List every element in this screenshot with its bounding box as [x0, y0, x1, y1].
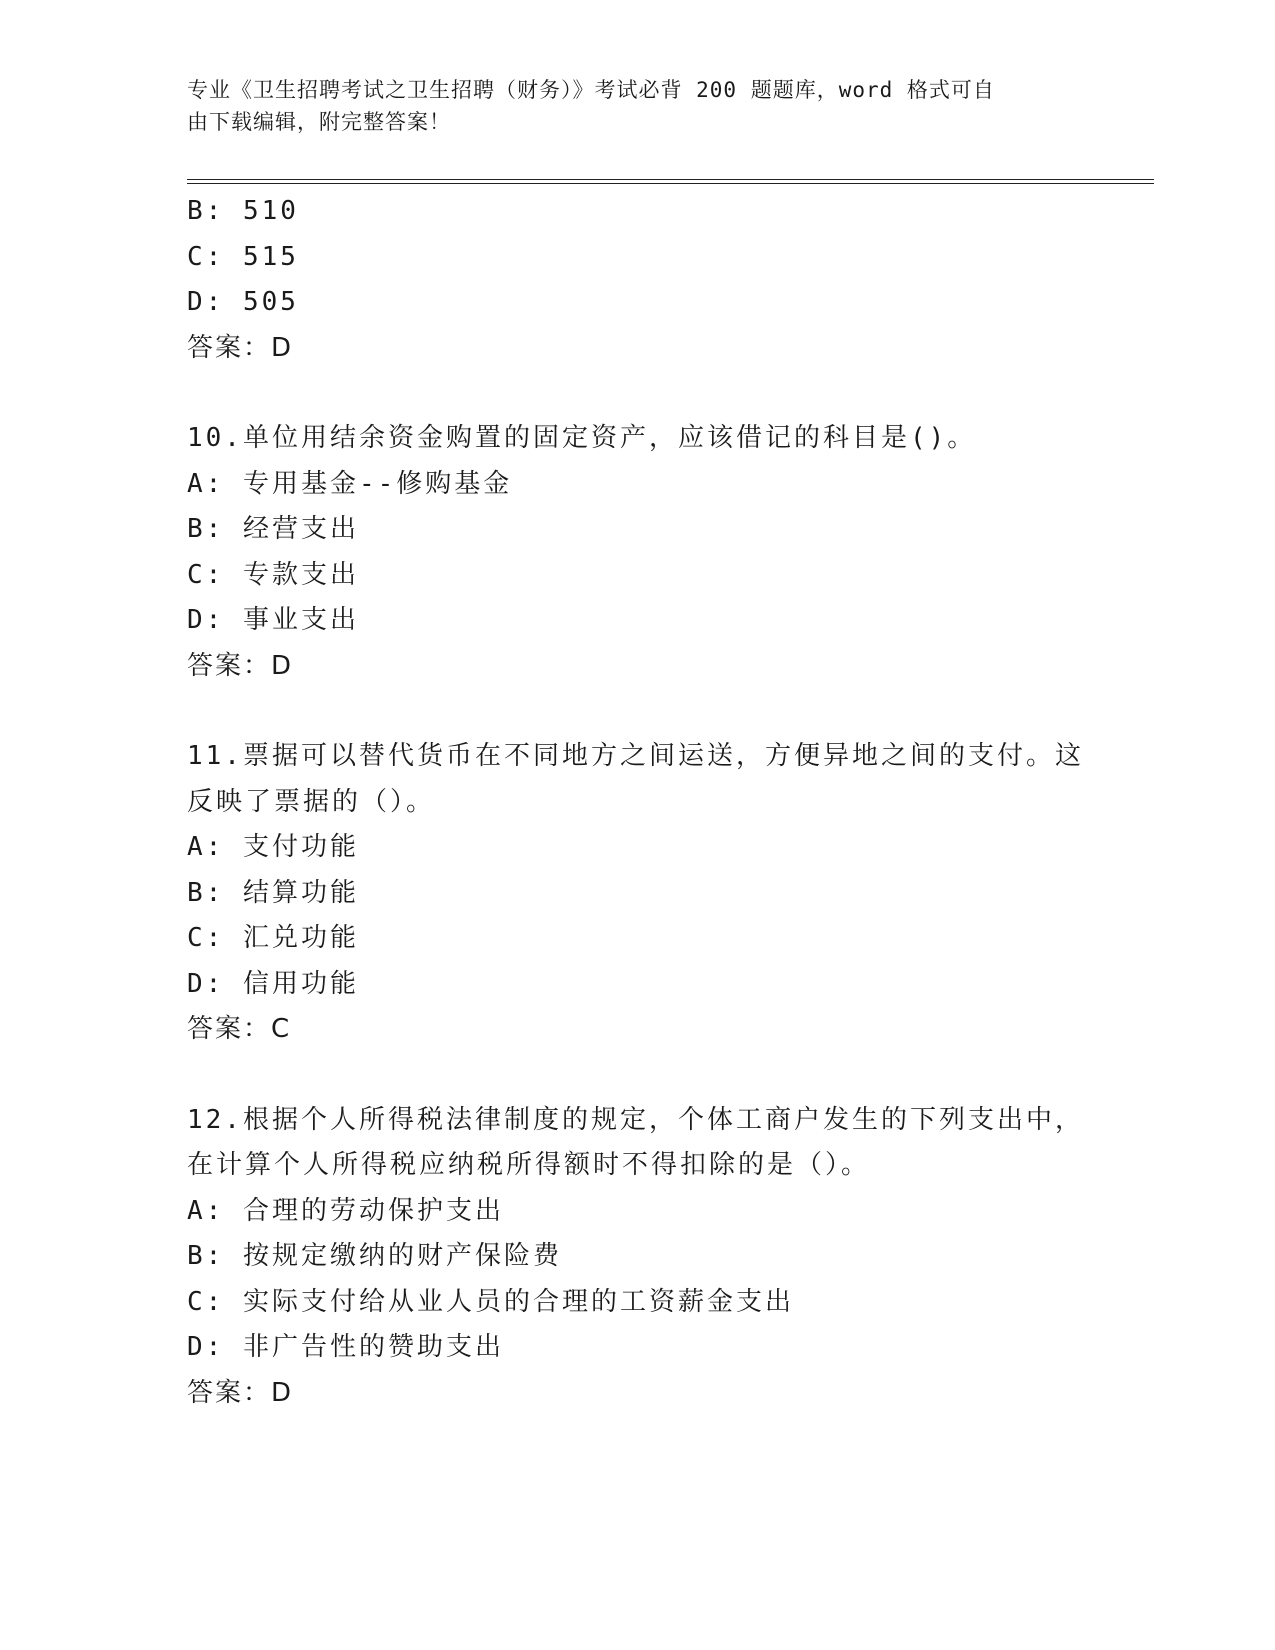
option-c: C: 汇兑功能: [187, 923, 359, 953]
question-text-line-2: 反映了票据的（）。: [187, 786, 436, 817]
option-a: A: 合理的劳动保护支出: [187, 1195, 504, 1226]
option-c: C: 专款支出: [187, 559, 359, 590]
question-list: [187, 189, 1087, 1416]
answer: 答案：C: [187, 1014, 292, 1044]
option-b: B: 结算功能: [187, 877, 359, 908]
question-12: [187, 1098, 1087, 1417]
option-c: C: 实际支付给从业人员的合理的工资薪金支出: [187, 1286, 794, 1317]
option-b: B: 510: [187, 196, 299, 226]
answer: 答案：D: [187, 332, 294, 363]
option-d: D: 非广告性的赞助支出: [187, 1332, 504, 1362]
question-text-line-2: 在计算个人所得税应纳税所得额时不得扣除的是（）。: [187, 1150, 871, 1180]
answer: 答案：D: [187, 1377, 294, 1408]
option-a: A: 专用基金--修购基金: [187, 468, 513, 499]
header-line-2: 由下载编辑，附完整答案！: [187, 110, 451, 134]
question-text: 10.单位用结余资金购置的固定资产，应该借记的科目是()。: [187, 423, 977, 453]
header-line-1: 专业《卫生招聘考试之卫生招聘（财务）》考试必背 200 题题库，word 格式可自: [187, 78, 995, 102]
option-c: C: 515: [187, 241, 299, 272]
header-rule-bottom: [187, 183, 1154, 184]
answer: 答案：D: [187, 650, 294, 681]
option-b: B: 按规定缴纳的财产保险费: [187, 1241, 562, 1271]
question-text-line-1: 12.根据个人所得税法律制度的规定，个体工商户发生的下列支出中，: [187, 1104, 1084, 1135]
option-a: A: 支付功能: [187, 832, 359, 862]
option-d: D: 事业支出: [187, 605, 359, 635]
question-11: [187, 734, 1087, 1053]
page-header: [187, 74, 1067, 138]
option-b: B: 经营支出: [187, 514, 359, 544]
question-10: [187, 416, 1087, 689]
carryover-block: [187, 189, 1087, 371]
question-text-line-1: 11.票据可以替代货币在不同地方之间运送，方便异地之间的支付。这: [187, 741, 1084, 771]
option-d: D: 505: [187, 287, 299, 317]
header-rule-top: [187, 179, 1154, 180]
option-d: D: 信用功能: [187, 968, 359, 999]
